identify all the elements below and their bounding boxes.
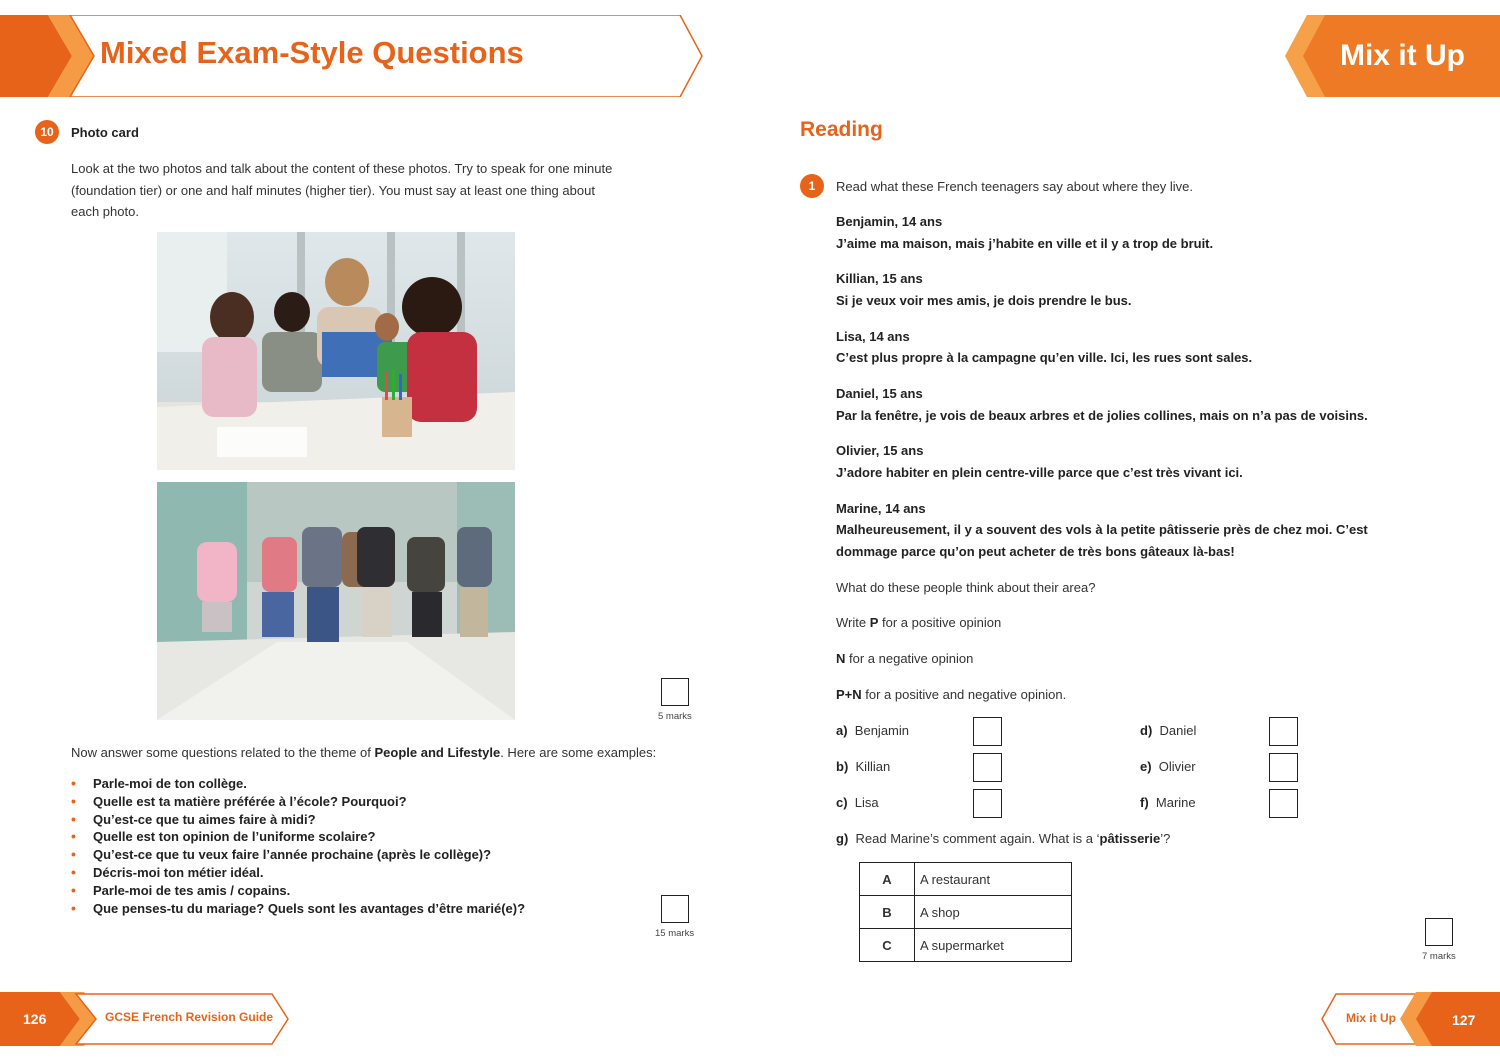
list-item: • Quelle est ta matière préférée à l’école? Pourquoi?: [71, 792, 407, 809]
left-footer: [0, 992, 292, 1046]
answer-label-c: c) Lisa: [836, 795, 879, 810]
speaker-name: Marine, 14 ans: [836, 501, 926, 516]
intro-line-3: each photo.: [71, 204, 139, 219]
prompt-text: What do these people think about their area?: [836, 580, 1096, 595]
speaker-quote: dommage parce qu’on peut acheter de très bons gâteaux là-bas!: [836, 544, 1235, 559]
speaker-quote: Par la fenêtre, je vois de beaux arbres et de jolies collines, mais on n’a pas de voisins.: [836, 408, 1368, 423]
list-item: • Que penses-tu du mariage? Quels sont les avantages d’être marié(e)?: [71, 899, 526, 916]
intro-line-2: (foundation tier) or one and half minutes (higher tier). You must say at least one thing about: [71, 182, 595, 198]
speaker-name: Killian, 15 ans: [836, 271, 923, 286]
option-key: B: [860, 896, 915, 929]
answer-box-c[interactable]: [973, 789, 1002, 818]
speaker-name: Benjamin, 14 ans: [836, 214, 943, 229]
table-row[interactable]: [860, 896, 1072, 929]
answer-box-a[interactable]: [973, 717, 1002, 746]
page-title: Mixed Exam-Style Questions: [100, 35, 524, 70]
option-key: C: [860, 929, 915, 962]
speaker-quote: J’aime ma maison, mais j’habite en ville et il y a trop de bruit.: [836, 236, 1214, 251]
list-item: • Qu’est-ce que tu aimes faire à midi?: [71, 810, 316, 827]
list-item: • Décris-moi ton métier idéal.: [71, 863, 264, 880]
marks-label-questions: 15 marks: [655, 928, 695, 939]
option-value: A shop: [915, 896, 1072, 929]
answer-label-f: f) Marine: [1140, 795, 1196, 810]
option-key: A: [860, 863, 915, 896]
section-header-title: Mix it Up: [1340, 39, 1465, 72]
page-number-right: 127: [1452, 1012, 1476, 1028]
answer-label-a: a) Benjamin: [836, 723, 909, 738]
intro-line-1: Look at the two photos and talk about the content of these photos. Try to speak for one minute: [71, 161, 613, 176]
list-item: • Parle-moi de ton collège.: [71, 775, 247, 791]
footer-book-title: GCSE French Revision Guide: [105, 1010, 274, 1024]
speaker-quote: J’adore habiter en plein centre-ville parce que c’est très vivant ici.: [836, 465, 1243, 480]
question-number-badge-reading: 1: [800, 174, 824, 198]
question-bullet-list: [71, 775, 525, 917]
reading-section-title: Reading: [800, 118, 883, 141]
speaker-quote: C’est plus propre à la campagne qu’en ville. Ici, les rues sont sales.: [836, 350, 1253, 365]
reading-instruction: Read what these French teenagers say about where they live.: [836, 179, 1193, 194]
speaker-quote: Malheureusement, il y a souvent des vols à la petite pâtisserie près de chez moi. C’est: [836, 522, 1368, 537]
followup-theme: People and Lifestyle: [374, 745, 501, 760]
speaker-name: Daniel, 15 ans: [836, 386, 923, 401]
answer-box-b[interactable]: [973, 753, 1002, 782]
marks-box-questions[interactable]: [661, 895, 689, 923]
instruction-negative: N for a negative opinion: [836, 651, 974, 666]
instruction-positive: Write P for a positive opinion: [836, 615, 1002, 630]
table-row[interactable]: [860, 929, 1072, 962]
left-header-banner: [0, 15, 705, 97]
answer-label-d: d) Daniel: [1140, 723, 1197, 738]
followup-text: Now answer some questions related to the theme of People and Lifestyle. Here are some examples:: [71, 745, 657, 760]
answer-box-d[interactable]: [1269, 717, 1298, 746]
answer-box-f[interactable]: [1269, 789, 1298, 818]
speaker-quote: Si je veux voir mes amis, je dois prendre le bus.: [836, 293, 1132, 308]
options-table: [859, 862, 1072, 962]
question-number-badge: 10: [35, 120, 59, 144]
footer-section-title: Mix it Up: [1346, 1011, 1396, 1025]
list-item: • Parle-moi de tes amis / copains.: [71, 881, 291, 898]
marks-label-photo: 5 marks: [658, 711, 692, 722]
option-value: A restaurant: [915, 863, 1072, 896]
answer-box-e[interactable]: [1269, 753, 1298, 782]
marks-box-photo[interactable]: [661, 678, 689, 706]
speaker-name: Olivier, 15 ans: [836, 443, 924, 458]
corridor-photo: [157, 482, 515, 720]
list-item: • Qu’est-ce que tu veux faire l’année prochaine (après le collège)?: [71, 846, 492, 863]
answer-label-e: e) Olivier: [1140, 759, 1196, 774]
table-row[interactable]: [860, 863, 1072, 896]
page-number-left: 126: [23, 1011, 47, 1027]
answer-label-b: b) Killian: [836, 759, 891, 774]
classroom-photo: [157, 232, 515, 470]
right-header-banner: [1285, 15, 1500, 97]
marks-box-reading[interactable]: [1425, 918, 1453, 946]
question-g: g) Read Marine’s comment again. What is a ‘pâtisserie’?: [836, 831, 1171, 846]
list-item: • Quelle est ton opinion de l’uniforme scolaire?: [71, 828, 376, 845]
instruction-both: P+N for a positive and negative opinion.: [836, 687, 1067, 702]
option-value: A supermarket: [915, 929, 1072, 962]
speaker-name: Lisa, 14 ans: [836, 329, 910, 344]
question-title: Photo card: [71, 125, 139, 140]
right-footer: [1320, 992, 1500, 1046]
marks-label-reading: 7 marks: [1422, 951, 1456, 962]
